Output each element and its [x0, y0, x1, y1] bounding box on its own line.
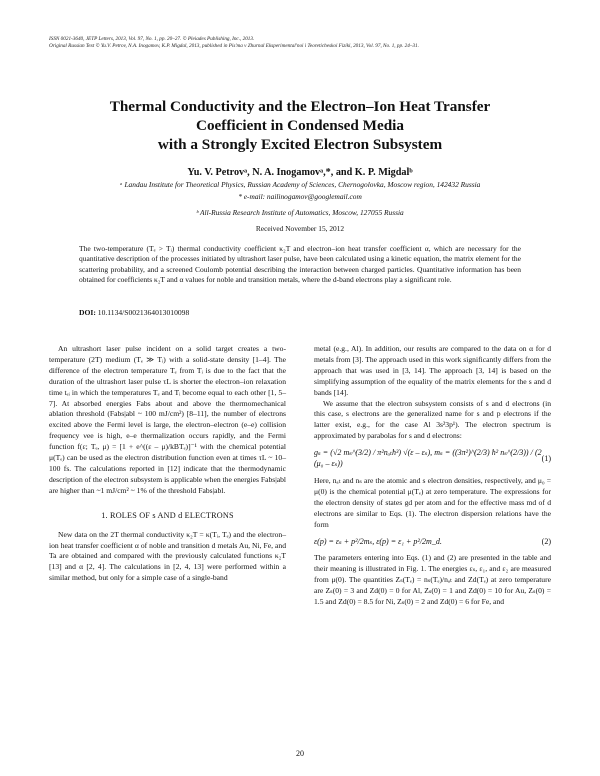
section-paragraph: New data on the 2T thermal conductivity κ₂T = κ(Tᵢ, Tₑ) and the electron–ion heat transfer coefficient α of noble and transition d metals Au, Ni, Fe, and Ta are obtained and compared with the previously calculated functions κ₂T [13] and α [2, 4]. The calculations in [2, 4, 13] were performed within a similar method, but only for a simple case of a single-band	[49, 529, 286, 583]
definitions-paragraph: Here, nₐₜ and nₛ are the atomic and s electron densities, respectively, and μ₀ = μ(0) is the chemical potential μ(Tₑ) at zero temperature. The expressions for the electron density of states gd per atom and for the effective mass md of d electrons are similar to Eqs. (1). The electron dispersion relations have the form	[314, 475, 551, 529]
doi-value: 10.1134/S0021364013010098	[97, 308, 190, 317]
equation-1	[314, 448, 551, 470]
affiliation-a: ᵃ Landau Institute for Theoretical Physics, Russian Academy of Sciences, Chernogolovka, Moscow region, 142432 Russia	[119, 180, 481, 189]
journal-header	[49, 36, 549, 50]
article-title	[40, 97, 560, 154]
intro-paragraph: An ultrashort laser pulse incident on a solid target creates a two-temperature (2T) medium (Tₑ ≫ Tᵢ) with a solid-state density [1–4]. The difference of the electron temperature Tₑ from Tᵢ is due to the fact that the duration of the ultrashort laser pulse τL is shorter the electron–ion relaxation time tₑᵢ in which the temperatures Tₑ and Tᵢ become equal to each other [1, 5–7]. At absorbed energies Fabs about and above the thermomechanical ablation threshold (Fabs|abl ~ 100 mJ/cm²) [8–11], the number of electrons excited above the Fermi level is large, the electron–electron (e–e) collision frequency νee is high, e–e thermalization occurs rapidly, and the Fermi function f(ε; Tₑ, μ) = [1 + e^((ε – μ)/kBTₑ)]⁻¹ with the chemical potential μ(Tₑ) can be used as the electron distribution function even at times τL ~ 10–100 fs. The calculations reported in [12] indicate that the thermodynamic description of the electron subsystem is applicable when the energies Fabs|abl are higher than ~1 mJ/cm² ~ 1% of the threshold Fabs|abl.	[49, 344, 286, 495]
authors: Yu. V. Petrovᵃ, N. A. Inogamovᵃ,*, and K. P. Migdalᵇ	[187, 167, 413, 178]
right-column	[314, 344, 551, 608]
email-line: * e-mail: nailinogamov@googlemail.com	[238, 192, 362, 201]
equation-2	[314, 537, 551, 548]
received-date: Received November 15, 2012	[255, 224, 345, 233]
equation-1-number: (1)	[541, 453, 551, 463]
equation-2-body: ε(p) = εₛ + p²/2mₛ, ε(p) = ε₁ + p²/2m_d.	[314, 536, 442, 546]
abstract: The two-temperature (Tₑ > Tᵢ) thermal conductivity coefficient κ₂T and electron–ion heat transfer coefficient α, which are necessary for the quantitative description of the processes initiated by ultrashort laser pulse, have been calculated using a kinetic equation, the matrix element for the scattering probability, and a screened Coulomb potential describing the interaction between charged particles. Quantitative information has been obtained for coefficients κ₂T and α values for noble and transition metals, where the d-band electrons play a significant role.	[79, 244, 521, 285]
section-heading: 1. ROLES OF s AND d ELECTRONS	[101, 510, 234, 520]
assumption-paragraph: We assume that the electron subsystem consists of s and d electrons (in this case, s electrons are the generalized name for s and p electrons if the latter exist, e.g., for the case Al 3s²3p¹). The electron spectrum is approximated by parabolas for s and d electrons:	[314, 398, 551, 441]
title-line-2: Coefficient in Condensed Media	[196, 117, 404, 134]
left-column	[49, 344, 286, 584]
equation-2-number: (2)	[541, 536, 551, 546]
page-number: 20	[296, 749, 304, 758]
doi-label: DOI:	[79, 308, 96, 317]
doi-line	[79, 308, 189, 317]
parameters-paragraph: The parameters entering into Eqs. (1) and (2) are presented in the table and their meaning is illustrated in Fig. 1. The energies εₛ, ε₁, and ε₂ are measured from μ(0). The quantities Zₛ(Tₑ) = nₛ(Tₑ)/nₐₜ and Zd(Tₑ) at zero temperature are Zₛ(0) = 3 and Zd(0) = 0 for Al, Zₛ(0) = 1 and Zd(0) = 10 for Au, Zₛ(0) = 1.5 and Zd(0) = 8.5 for Ni, Zₛ(0) = 2 and Zd(0) = 6 for Fe, and	[314, 553, 551, 607]
title-line-1: Thermal Conductivity and the Electron–Ion Heat Transfer	[109, 98, 491, 115]
header-line-original: Original Russian Text © Yu.V. Petrov, N.A. Inogamov, K.P. Migdal, 2013, published in Pis'ma v Zhurnal Eksperimental'noi i Teoreticheskoi Fiziki, 2013, Vol. 97, No. 1, pp. 24–31.	[49, 43, 419, 49]
affiliation-b: ᵇ All-Russia Research Institute of Automatics, Moscow, 127055 Russia	[196, 208, 404, 217]
continuation-paragraph: metal (e.g., Al). In addition, our results are compared to the data on α for d metals from [3]. The approach used in this work significantly differs from the approach that was used in [3, 14]. The approach [3, 14] is based on the simplifying assumption of the equality of the matrix elements for the s and d bands [14].	[314, 344, 551, 397]
equation-1-body: gₛ = (√2 mₛ^(3/2) / π²nₐₜħ³) √(ε – εₛ), mₛ = ((3π²)^(2/3) ħ² nₛ^(2/3)) / (2 (μ₀ – εₛ))	[314, 448, 542, 469]
header-line-issn: ISSN 0021-3640, JETP Letters, 2013, Vol. 97, No. 1, pp. 20–27. © Pleiades Publishing, Inc., 2013.	[49, 36, 255, 42]
title-line-3: with a Strongly Excited Electron Subsystem	[157, 136, 443, 153]
